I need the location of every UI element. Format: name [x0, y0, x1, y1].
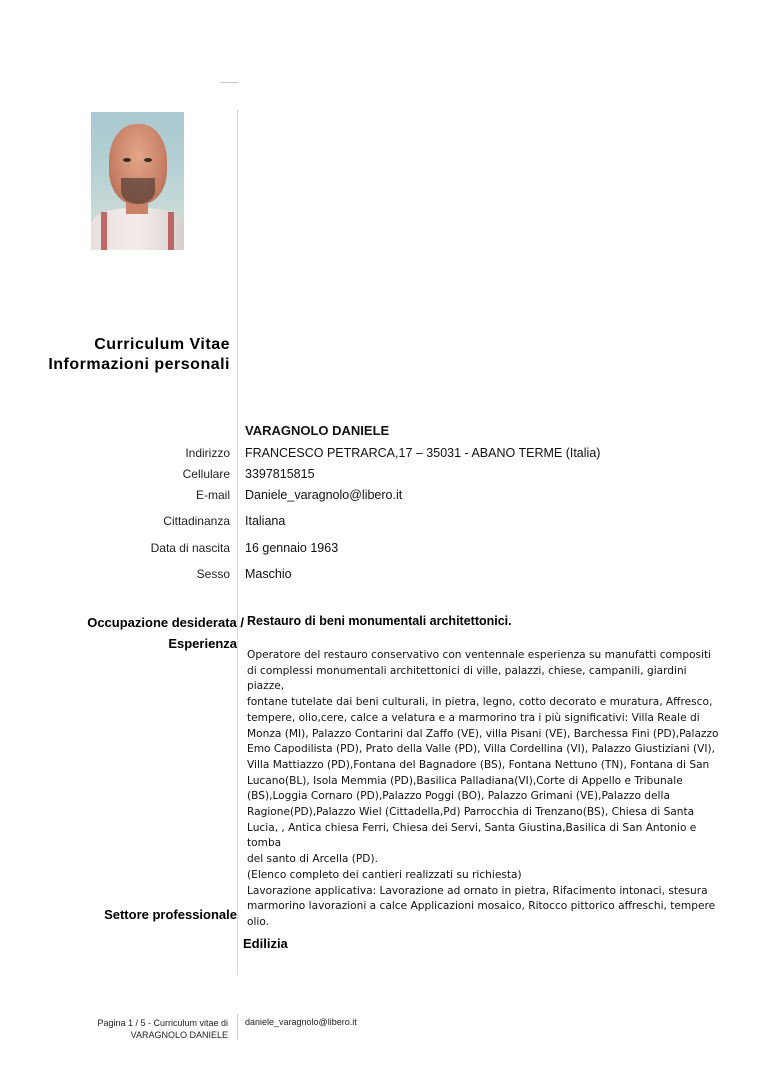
person-name: VARAGNOLO DANIELE: [245, 423, 390, 438]
column-divider: [237, 110, 238, 975]
top-divider-mark: [220, 82, 238, 83]
description-line: Monza (MI), Palazzo Contarini dal Zaffo (VE), villa Pisani (VE), Barchessa Fini (PD),Palazzo: [247, 727, 719, 740]
description-line: Ragione(PD),Palazzo Wiel (Cittadella,Pd) Parrocchia di Trenzano(BS), Chiesa di Santa: [247, 806, 695, 819]
value-cittadinanza: Italiana: [245, 514, 286, 528]
footer-page-line1: Pagina 1 / 5 - Curriculum vitae di: [97, 1018, 228, 1028]
sector-value: Edilizia: [243, 936, 288, 951]
description-line: Emo Capodilista (PD), Prato della Valle (PD), Villa Cordellina (VI), Palazzo Giustiziani (VI),: [247, 743, 715, 756]
label-data-nascita: Data di nascita: [150, 541, 230, 555]
description-line: (Elenco completo dei cantieri realizzati su richiesta): [247, 868, 522, 881]
value-sesso: Maschio: [245, 567, 292, 581]
footer-email: daniele_varagnolo@libero.it: [245, 1017, 357, 1027]
footer-page-info: [97, 1017, 228, 1041]
personal-info-title: Informazioni personali: [48, 356, 230, 373]
description-line: di complessi monumentali architettonici di ville, palazzi, chiese, campanili, giardini piazze,: [247, 664, 687, 693]
value-email: Daniele_varagnolo@libero.it: [245, 488, 403, 502]
label-sesso: Sesso: [196, 567, 230, 581]
occupation-label-line2: Esperienza: [168, 636, 237, 651]
occupation-description: [247, 648, 727, 931]
occupation-title: Restauro di beni monumentali architettonici.: [247, 614, 512, 628]
value-cellulare: 3397815815: [245, 467, 315, 481]
description-line: del santo di Arcella (PD).: [247, 853, 378, 866]
label-indirizzo: Indirizzo: [185, 446, 230, 460]
description-line: marmorino lavorazioni a calce Applicazioni mosaico, Ritocco pittorico affreschi, tempere: [247, 900, 716, 913]
description-line: (BS),Loggia Cornaro (PD),Palazzo Poggi (BO), Palazzo Grimani (VE),Palazzo della: [247, 790, 670, 803]
description-line: Villa Mattiazzo (PD),Fontana del Bagnadore (BS), Fontana Nettuno (TN), Fontana di San: [247, 758, 710, 771]
value-indirizzo: FRANCESCO PETRARCA,17 – 35031 - ABANO TERME (Italia): [245, 446, 601, 460]
label-email: E-mail: [195, 488, 230, 502]
description-line: fontane tutelate dai beni culturali, in pietra, legno, cotto decorato e muratura, Affresco,: [247, 696, 713, 709]
occupation-label-line1: Occupazione desiderata /: [87, 615, 244, 630]
description-line: Lucia, , Antica chiesa Ferri, Chiesa dei Servi, Santa Giustina,Basilica di San Antonio e tomba: [247, 821, 697, 850]
label-cittadinanza: Cittadinanza: [163, 514, 230, 528]
footer-page-line2: VARAGNOLO DANIELE: [130, 1030, 228, 1040]
description-line: Lucano(BL), Isola Memmia (PD),Basilica Palladiana(VI),Corte di Appello e Tribunale: [247, 774, 683, 787]
label-cellulare: Cellulare: [182, 467, 230, 481]
value-data-nascita: 16 gennaio 1963: [245, 541, 339, 555]
description-line: Lavorazione applicativa: Lavorazione ad ornato in pietra, Rifacimento intonaci, stesura: [247, 884, 708, 897]
cv-title: Curriculum Vitae: [94, 336, 230, 353]
profile-photo: [91, 112, 184, 250]
description-line: Operatore del restauro conservativo con ventennale esperienza su manufatti compositi: [247, 649, 712, 661]
footer-divider: [237, 1014, 238, 1040]
description-line: tempere, olio,cere, calce a velatura e a marmorino tra i più significativi: Villa Reale di: [247, 711, 700, 724]
description-line: olio.: [247, 915, 270, 928]
sector-label: Settore professionale: [104, 907, 237, 922]
